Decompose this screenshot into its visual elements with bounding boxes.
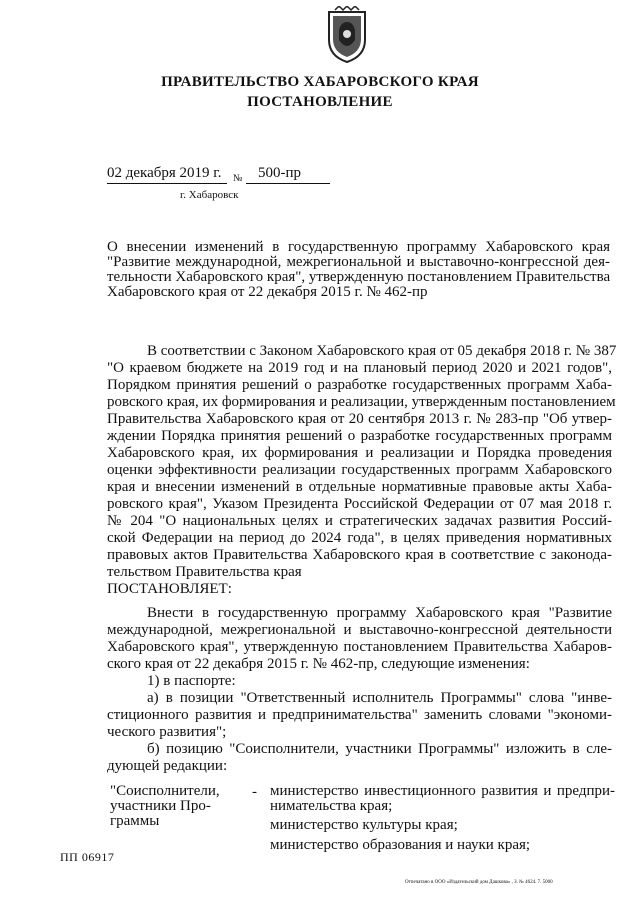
body-paragraph: [107, 605, 612, 775]
item-b-line: б) позицию "Соисполнители, участники Программы" изложить в сле-: [147, 741, 612, 757]
title-line: Хабаровского края от 22 декабря 2015 г. № 462-пр: [107, 284, 428, 300]
preamble-line: "О краевом бюджете на 2019 год и на плановый период 2020 и 2021 годов",: [107, 360, 612, 376]
table-left-line: граммы: [110, 813, 160, 829]
document-type: ПОСТАНОВЛЕНИЕ: [247, 94, 393, 110]
number-sign: №: [233, 173, 243, 184]
preamble-line: правовых актов Правительства Хабаровского края в соответствие с законода-: [107, 547, 612, 563]
title-line: тельности Хабаровского края", утвержденную постановлением Правительства: [107, 269, 611, 285]
item-1: 1) в паспорте:: [147, 673, 236, 689]
table-right-line: министерство инвестиционного развития и предпри-: [270, 783, 615, 799]
preamble-line: тельством Правительства края: [107, 564, 302, 580]
item-b-line: дующей редакции:: [107, 758, 228, 774]
preamble-line: ской Федерации на период до 2024 года", в целях приведения нормативных: [107, 530, 612, 546]
table-right-line: министерство культуры края;: [270, 817, 458, 833]
table-dash: -: [252, 784, 257, 800]
preamble-line: В соответствии с Законом Хабаровского края от 05 декабря 2018 г. № 387: [147, 343, 617, 359]
table-left-line: участники Про-: [110, 798, 211, 814]
decree-date: 02 декабря 2019 г.: [107, 165, 222, 181]
preamble-line: Правительства Хабаровского края от 20 сентября 2013 г. № 283-пр "Об утвер-: [107, 411, 612, 427]
preamble-line: № 204 "О национальных целях и стратегических задачах развития Россий-: [107, 513, 612, 529]
table-right-line: министерство образования и науки края;: [270, 837, 531, 853]
preamble-line: ждении Порядка принятия решений о разработке государственных программ: [107, 428, 612, 444]
table-left-line: "Соисполнители,: [110, 783, 220, 799]
preamble-line: края и внесении изменений в отдельные нормативные правовые акты Хаба-: [107, 479, 612, 495]
item-a-line: стиционного развития и предпринимательства" заменить словами "экономи-: [107, 707, 612, 723]
title-line: "Развитие международной, межрегиональной и выставочно-конгрессной дея-: [107, 254, 610, 270]
table-right-entry: [270, 818, 615, 833]
table-right-entry: [270, 838, 615, 853]
body-line: международной, межрегиональной и выставочно-конгрессной деятельности: [107, 622, 612, 638]
decree-word: ПОСТАНОВЛЯЕТ:: [107, 581, 232, 597]
table-right-entry: [270, 784, 615, 814]
body-line: ского края от 22 декабря 2015 г. № 462-пр, следующие изменения:: [107, 656, 530, 672]
body-line: Хабаровского края", утвержденную постановлением Правительства Хабаров-: [107, 639, 612, 655]
title-line: О внесении изменений в государственную программу Хабаровского края: [107, 239, 610, 255]
preamble-line: Хабаровского края, их формирования и реализации и Порядка проведения: [107, 445, 612, 461]
body-line: Внести в государственную программу Хабаровского края "Развитие: [147, 605, 612, 621]
print-footer: Отпечатано в ООО «Издательский дом Дашкова» , З. № 4624. 7. 5000: [405, 880, 553, 885]
preamble-line: Порядком принятия решений о разработке государственных программ Хаба-: [107, 377, 612, 393]
preamble-line: ровского края, их формирования и реализации, утвержденным постановлением: [107, 394, 616, 410]
city: г. Хабаровск: [180, 189, 239, 201]
decree-title: [107, 240, 610, 300]
table-right-line: нимательства края;: [270, 798, 393, 814]
coat-of-arms-emblem: [325, 6, 369, 64]
document-code: ПП 06917: [60, 850, 115, 864]
item-a-line: ческого развития";: [107, 724, 227, 740]
item-a-line: а) в позиции "Ответственный исполнитель Программы" слова "инве-: [147, 690, 612, 706]
preamble-line: ровского края", Указом Президента Российской Федерации от 07 мая 2018 г.: [107, 496, 612, 512]
government-name: ПРАВИТЕЛЬСТВО ХАБАРОВСКОГО КРАЯ: [161, 74, 479, 90]
preamble-line: оценки эффективности реализации государственных программ Хабаровского: [107, 462, 612, 478]
preamble-paragraph: [107, 343, 617, 598]
table-left-cell: [110, 784, 240, 829]
decree-number: 500-пр: [258, 165, 302, 181]
